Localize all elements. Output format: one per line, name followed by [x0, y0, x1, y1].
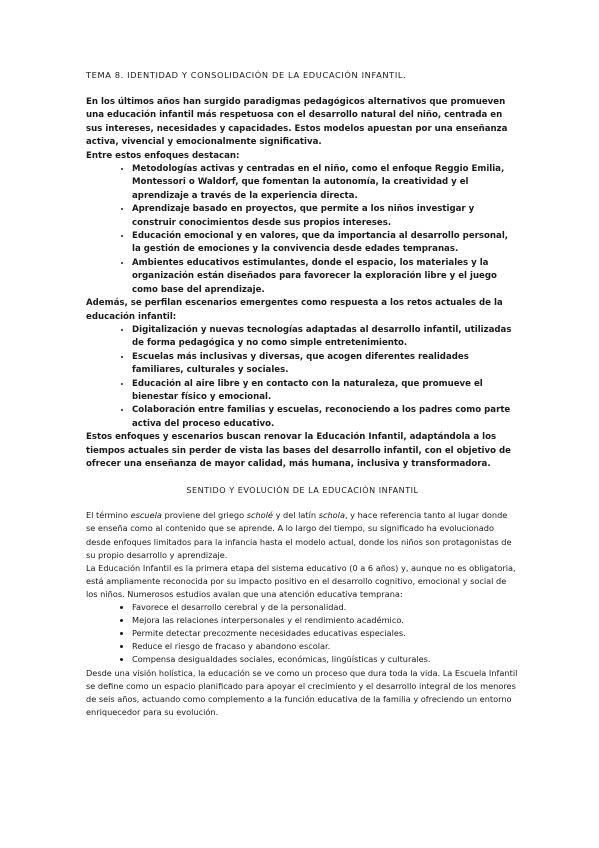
section-paradigmas [86, 96, 519, 471]
enfoques-list [86, 163, 519, 297]
list-item: • Aprendizaje basado en proyectos, que permite a los niños investigar y construir conocimientos desde sus propios intereses. [132, 203, 519, 230]
text-run: El término [86, 510, 131, 521]
escenarios-lead: Además, se perfilan escenarios emergentes como respuesta a los retos actuales de la educación infantil: [86, 298, 503, 322]
list-item: • Reduce el riesgo de fracaso y abandono escolar. [132, 640, 519, 653]
term-escuela: escuela [130, 510, 162, 521]
enfoques-lead: Entre estos enfoques destacan: [86, 150, 240, 161]
section-sentido-evolucion [86, 509, 519, 719]
list-item: • Educación al aire libre y en contacto con la naturaleza, que promueve el bienestar físico y emocional. [132, 378, 519, 405]
list-item: • Compensa desigualdades sociales, económicas, lingüísticas y culturales. [132, 653, 519, 666]
benefits-list [86, 601, 519, 666]
list-item: • Permite detectar precozmente necesidades educativas especiales. [132, 627, 519, 640]
list-item: • Metodologías activas y centradas en el niño, como el enfoque Reggio Emilia, Montessori o Waldorf, que fomentan la autonomía, la creatividad y el aprendizaje a través de la experiencia directa. [132, 163, 519, 203]
term-schole: scholé [246, 510, 273, 521]
intro-paragraph: En los últimos años han surgido paradigmas pedagógicos alternativos que promueven una educación infantil más respetuosa con el desarrollo natural del niño, centrada en sus intereses, necesidades y capacidades. Estos modelos apuestan por una enseñanza activa, vivencial y emocionalmente significativa. [86, 97, 508, 148]
text-run: , y hace referencia tanto al lugar donde se enseña como al contenido que se aprende. A lo largo del tiempo, su significado ha evolucionado desde enfoques limitados para la infancia hasta el modelo actual, donde los niños son protagonistas de su propio desarrollo y aprendizaje. [86, 510, 512, 560]
etymology-paragraph [86, 509, 519, 561]
list-item: • Ambientes educativos estimulantes, donde el espacio, los materiales y la organización están diseñados para favorecer la exploración libre y el juego como base del aprendizaje. [132, 257, 519, 297]
tema-title: TEMA 8. IDENTIDAD Y CONSOLIDACIÓN DE LA EDUCACIÓN INFANTIL. [86, 70, 407, 80]
term-schola: schola [318, 510, 345, 521]
list-item: • Mejora las relaciones interpersonales y el rendimiento académico. [132, 614, 519, 627]
section-title: SENTIDO Y EVOLUCIÓN DE LA EDUCACIÓN INFANTIL [186, 485, 419, 496]
list-item: • Colaboración entre familias y escuelas, reconociendo a los padres como parte activa del proceso educativo. [132, 404, 519, 431]
closing-paragraph: Estos enfoques y escenarios buscan renovar la Educación Infantil, adaptándola a los tiempos actuales sin perder de vista las bases del desarrollo infantil, con el objetivo de ofrecer una enseñanza de mayor calidad, más humana, inclusiva y transformadora. [86, 432, 511, 469]
holistic-paragraph: Desde una visión holística, la educación se ve como un proceso que dura toda la vida. La Escuela Infantil se define como un espacio planificado para apoyar el crecimiento y el desarrollo integral de los menores de seis años, actuando como complemento a la función educativa de la familia y ofreciendo un entorno enriquecedor para su evolución. [86, 667, 518, 717]
escenarios-list [86, 324, 519, 431]
list-item: • Educación emocional y en valores, que da importancia al desarrollo personal, la gestión de emociones y la convivencia desde edades tempranas. [132, 230, 519, 257]
list-item: • Escuelas más inclusivas y diversas, que acogen diferentes realidades familiares, culturales y sociales. [132, 351, 519, 378]
text-run: y del latín [272, 510, 319, 521]
list-item: • Favorece el desarrollo cerebral y de la personalidad. [132, 601, 519, 614]
etapa-paragraph: La Educación Infantil es la primera etapa del sistema educativo (0 a 6 años) y, aunque no es obligatoria, está ampliamente reconocida por su impacto positivo en el desarrollo cognitivo, emocional y social de los niños. Numerosos estudios avalan que una atención educativa temprana: [86, 562, 516, 599]
list-item: • Digitalización y nuevas tecnologías adaptadas al desarrollo infantil, utilizadas de forma pedagógica y no como simple entretenimiento. [132, 324, 519, 351]
text-run: proviene del griego [161, 510, 247, 521]
